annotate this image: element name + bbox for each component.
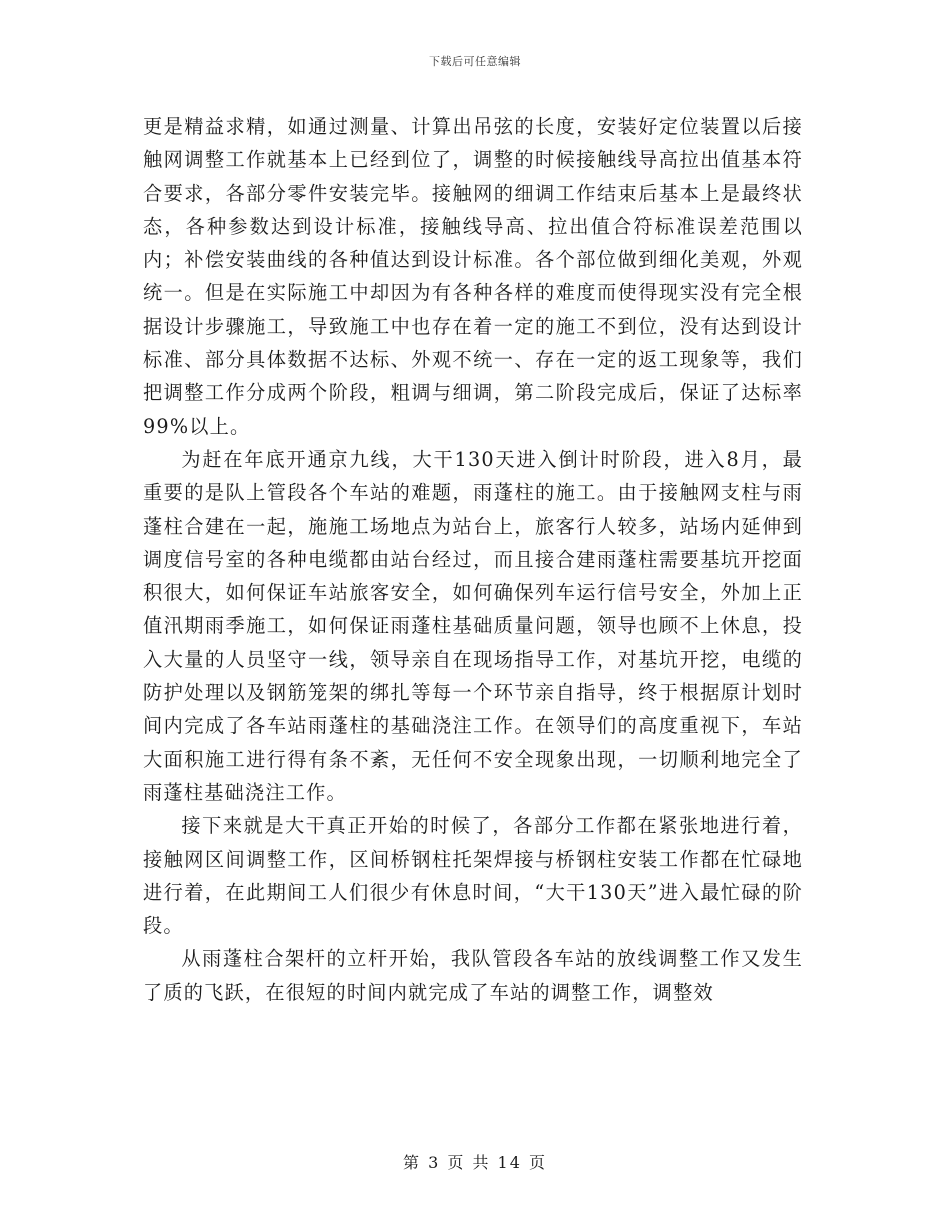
document-body [143, 110, 803, 1009]
page-footer: 第 3 页 共 14 页 [403, 1153, 547, 1172]
paragraph: 更是精益求精，如通过测量、计算出吊弦的长度，安装好定位装置以后接触网调整工作就基本上已经到位了，调整的时候接触线导高拉出值基本符合要求，各部分零件安装完毕。接触网的细调工作结束后基本上是最终状态，各种参数达到设计标准，接触线导高、拉出值合符标准误差范围以内；补偿安装曲线的各种值达到设计标准。各个部位做到细化美观，外观统一。但是在实际施工中却因为有各种各样的难度而使得现实没有完全根据设计步骤施工，导致施工中也存在着一定的施工不到位，没有达到设计标准、部分具体数据不达标、外观不统一、存在一定的返工现象等，我们把调整工作分成两个阶段，粗调与细调，第二阶段完成后，保证了达标率99%以上。 [143, 115, 803, 438]
paragraph: 从雨蓬柱合架杆的立杆开始，我队管段各车站的放线调整工作又发生了质的飞跃，在很短的时间内就完成了车站的调整工作，调整效 [143, 947, 803, 1004]
paragraph: 为赶在年底开通京九线，大干130天进入倒计时阶段，进入8月，最重要的是队上管段各个车站的难题，雨蓬柱的施工。由于接触网支柱与雨蓬柱合建在一起，施施工场地点为站台上，旅客行人较多，站场内延伸到调度信号室的各种电缆都由站台经过，而且接合建雨蓬柱需要基坑开挖面积很大，如何保证车站旅客安全，如何确保列车运行信号安全，外加上正值汛期雨季施工，如何保证雨蓬柱基础质量问题，领导也顾不上休息，投入大量的人员坚守一线，领导亲自在现场指导工作，对基坑开挖，电缆的防护处理以及钢筋笼架的绑扎等每一个环节亲自指导，终于根据原计划时间内完成了各车站雨蓬柱的基础浇注工作。在领导们的高度重视下，车站大面积施工进行得有条不紊，无任何不安全现象出现，一切顺利地完全了雨蓬柱基础浇注工作。 [143, 447, 803, 804]
page-header: 下载后可任意编辑 [429, 55, 521, 68]
paragraph: 接下来就是大干真正开始的时候了，各部分工作都在紧张地进行着，接触网区间调整工作，区间桥钢柱托架焊接与桥钢柱安装工作都在忙碌地进行着，在此期间工人们很少有休息时间，“大干130天”进入最忙碌的阶段。 [143, 814, 803, 938]
